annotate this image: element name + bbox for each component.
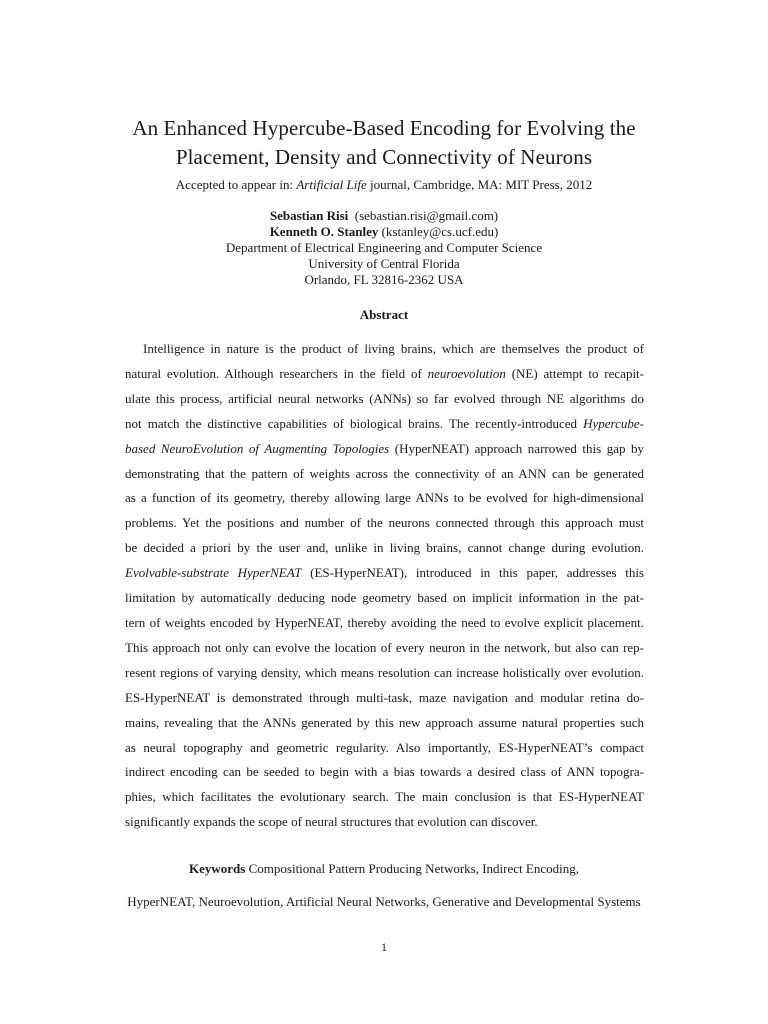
keywords-block xyxy=(60,852,708,918)
author-block xyxy=(60,208,708,288)
author-2 xyxy=(60,224,708,240)
abstract-line xyxy=(125,486,644,511)
author-email: (kstanley@cs.ucf.edu) xyxy=(381,224,499,239)
abstract-line xyxy=(125,686,644,711)
keywords-line-2: HyperNEAT, Neuroevolution, Artificial Neural Networks, Generative and Developmental Systems xyxy=(127,894,641,909)
abstract-text: demonstrating that the pattern of weights across the connectivity of an ANN can be generated xyxy=(125,465,644,481)
abstract-text: Intelligence in nature is the product of living brains, which are themselves the product of xyxy=(143,341,644,356)
abstract-text: (ES-HyperNEAT), introduced in this paper, addresses this xyxy=(301,565,644,581)
abstract-text: natural evolution. Although researchers in the field of xyxy=(125,365,428,381)
abstract-line xyxy=(125,536,644,561)
affiliation-university: University of Central Florida xyxy=(308,256,460,271)
abstract-italic-term: neuroevolution xyxy=(427,365,506,381)
publication-note xyxy=(60,176,708,193)
abstract-text: problems. Yet the positions and number of the neurons connected through this approach must xyxy=(125,515,644,531)
journal-name: Artificial Life xyxy=(296,177,367,192)
abstract-line xyxy=(125,711,644,736)
abstract-text: resent regions of varying density, which means resolution can increase holistically over evolution. xyxy=(125,664,644,680)
author-1 xyxy=(60,208,708,224)
abstract-line xyxy=(125,362,644,387)
paper-title-line-2: Placement, Density and Connectivity of Neurons xyxy=(175,145,593,169)
abstract-text: (HyperNEAT) approach narrowed this gap by xyxy=(389,440,644,456)
abstract-line xyxy=(125,586,644,611)
abstract-text: ulate this process, artificial neural networks (ANNs) so far evolved through NE algorithms do xyxy=(125,390,644,406)
abstract-line xyxy=(125,412,644,437)
abstract-text: (NE) attempt to recapit- xyxy=(505,365,644,381)
abstract-text: not match the distinctive capabilities of biological brains. The recently-introduced xyxy=(125,415,584,431)
abstract-line xyxy=(125,387,644,412)
page-number: 1 xyxy=(381,940,387,954)
abstract-text: This approach not only can evolve the location of every neuron in the network, but also can rep- xyxy=(125,639,644,655)
abstract-italic-term: Evolvable-substrate HyperNEAT xyxy=(125,565,302,581)
abstract-text: tern of weights encoded by HyperNEAT, thereby avoiding the need to evolve explicit placement. xyxy=(125,614,644,630)
abstract-text: be decided a priori by the user and, unlike in living brains, cannot change during evolution. xyxy=(125,540,644,556)
author-name: Sebastian Risi xyxy=(269,208,349,223)
abstract-italic-term: Hypercube- xyxy=(583,415,644,431)
abstract-text: ES-HyperNEAT is demonstrated through multi-task, maze navigation and modular retina do- xyxy=(125,689,644,705)
publication-note-prefix: Accepted to appear in: xyxy=(175,177,297,192)
paper-title xyxy=(60,114,708,172)
affiliation-address: Orlando, FL 32816-2362 USA xyxy=(304,272,464,287)
abstract-text: as neural topography and geometric regularity. Also importantly, ES-HyperNEAT’s compact xyxy=(125,739,644,755)
abstract-text: indirect encoding can be seeded to begin with a bias towards a desired class of ANN topogra- xyxy=(125,764,644,780)
abstract-line xyxy=(125,736,644,761)
abstract-line xyxy=(125,437,644,462)
affiliation-department: Department of Electrical Engineering and Computer Science xyxy=(225,240,543,255)
abstract-text: as a function of its geometry, thereby allowing large ANNs to be evolved for high-dimensional xyxy=(125,490,644,506)
abstract-line xyxy=(125,661,644,686)
author-name: Kenneth O. Stanley xyxy=(269,224,379,239)
abstract-text: mains, revealing that the ANNs generated by this new approach assume natural properties such xyxy=(125,714,644,730)
abstract-heading: Abstract xyxy=(359,307,409,322)
abstract-line xyxy=(125,810,644,835)
abstract-line xyxy=(125,511,644,536)
abstract-body xyxy=(125,337,644,835)
paper-title-line-1: An Enhanced Hypercube-Based Encoding for Evolving the xyxy=(132,116,636,140)
abstract-italic-term: based NeuroEvolution of Augmenting Topologies xyxy=(125,440,390,456)
abstract-line xyxy=(125,636,644,661)
abstract-line xyxy=(125,785,644,810)
publication-note-suffix: journal, Cambridge, MA: MIT Press, 2012 xyxy=(366,177,593,192)
abstract-line xyxy=(125,561,644,586)
author-email: (sebastian.risi@gmail.com) xyxy=(354,208,499,223)
abstract-text: significantly expands the scope of neural structures that evolution can discover. xyxy=(125,814,538,830)
keywords-text-1: Compositional Pattern Producing Networks, Indirect Encoding, xyxy=(245,861,579,876)
abstract-line xyxy=(125,760,644,785)
abstract-text: limitation by automatically deducing node geometry based on implicit information in the pat- xyxy=(125,590,644,606)
abstract-line xyxy=(125,611,644,636)
keywords-label: Keywords xyxy=(189,861,246,876)
abstract-text: phies, which facilitates the evolutionary search. The main conclusion is that ES-HyperNEAT xyxy=(125,789,644,805)
abstract-line xyxy=(125,462,644,487)
keywords-line-1 xyxy=(60,852,708,885)
abstract-line xyxy=(125,337,644,362)
